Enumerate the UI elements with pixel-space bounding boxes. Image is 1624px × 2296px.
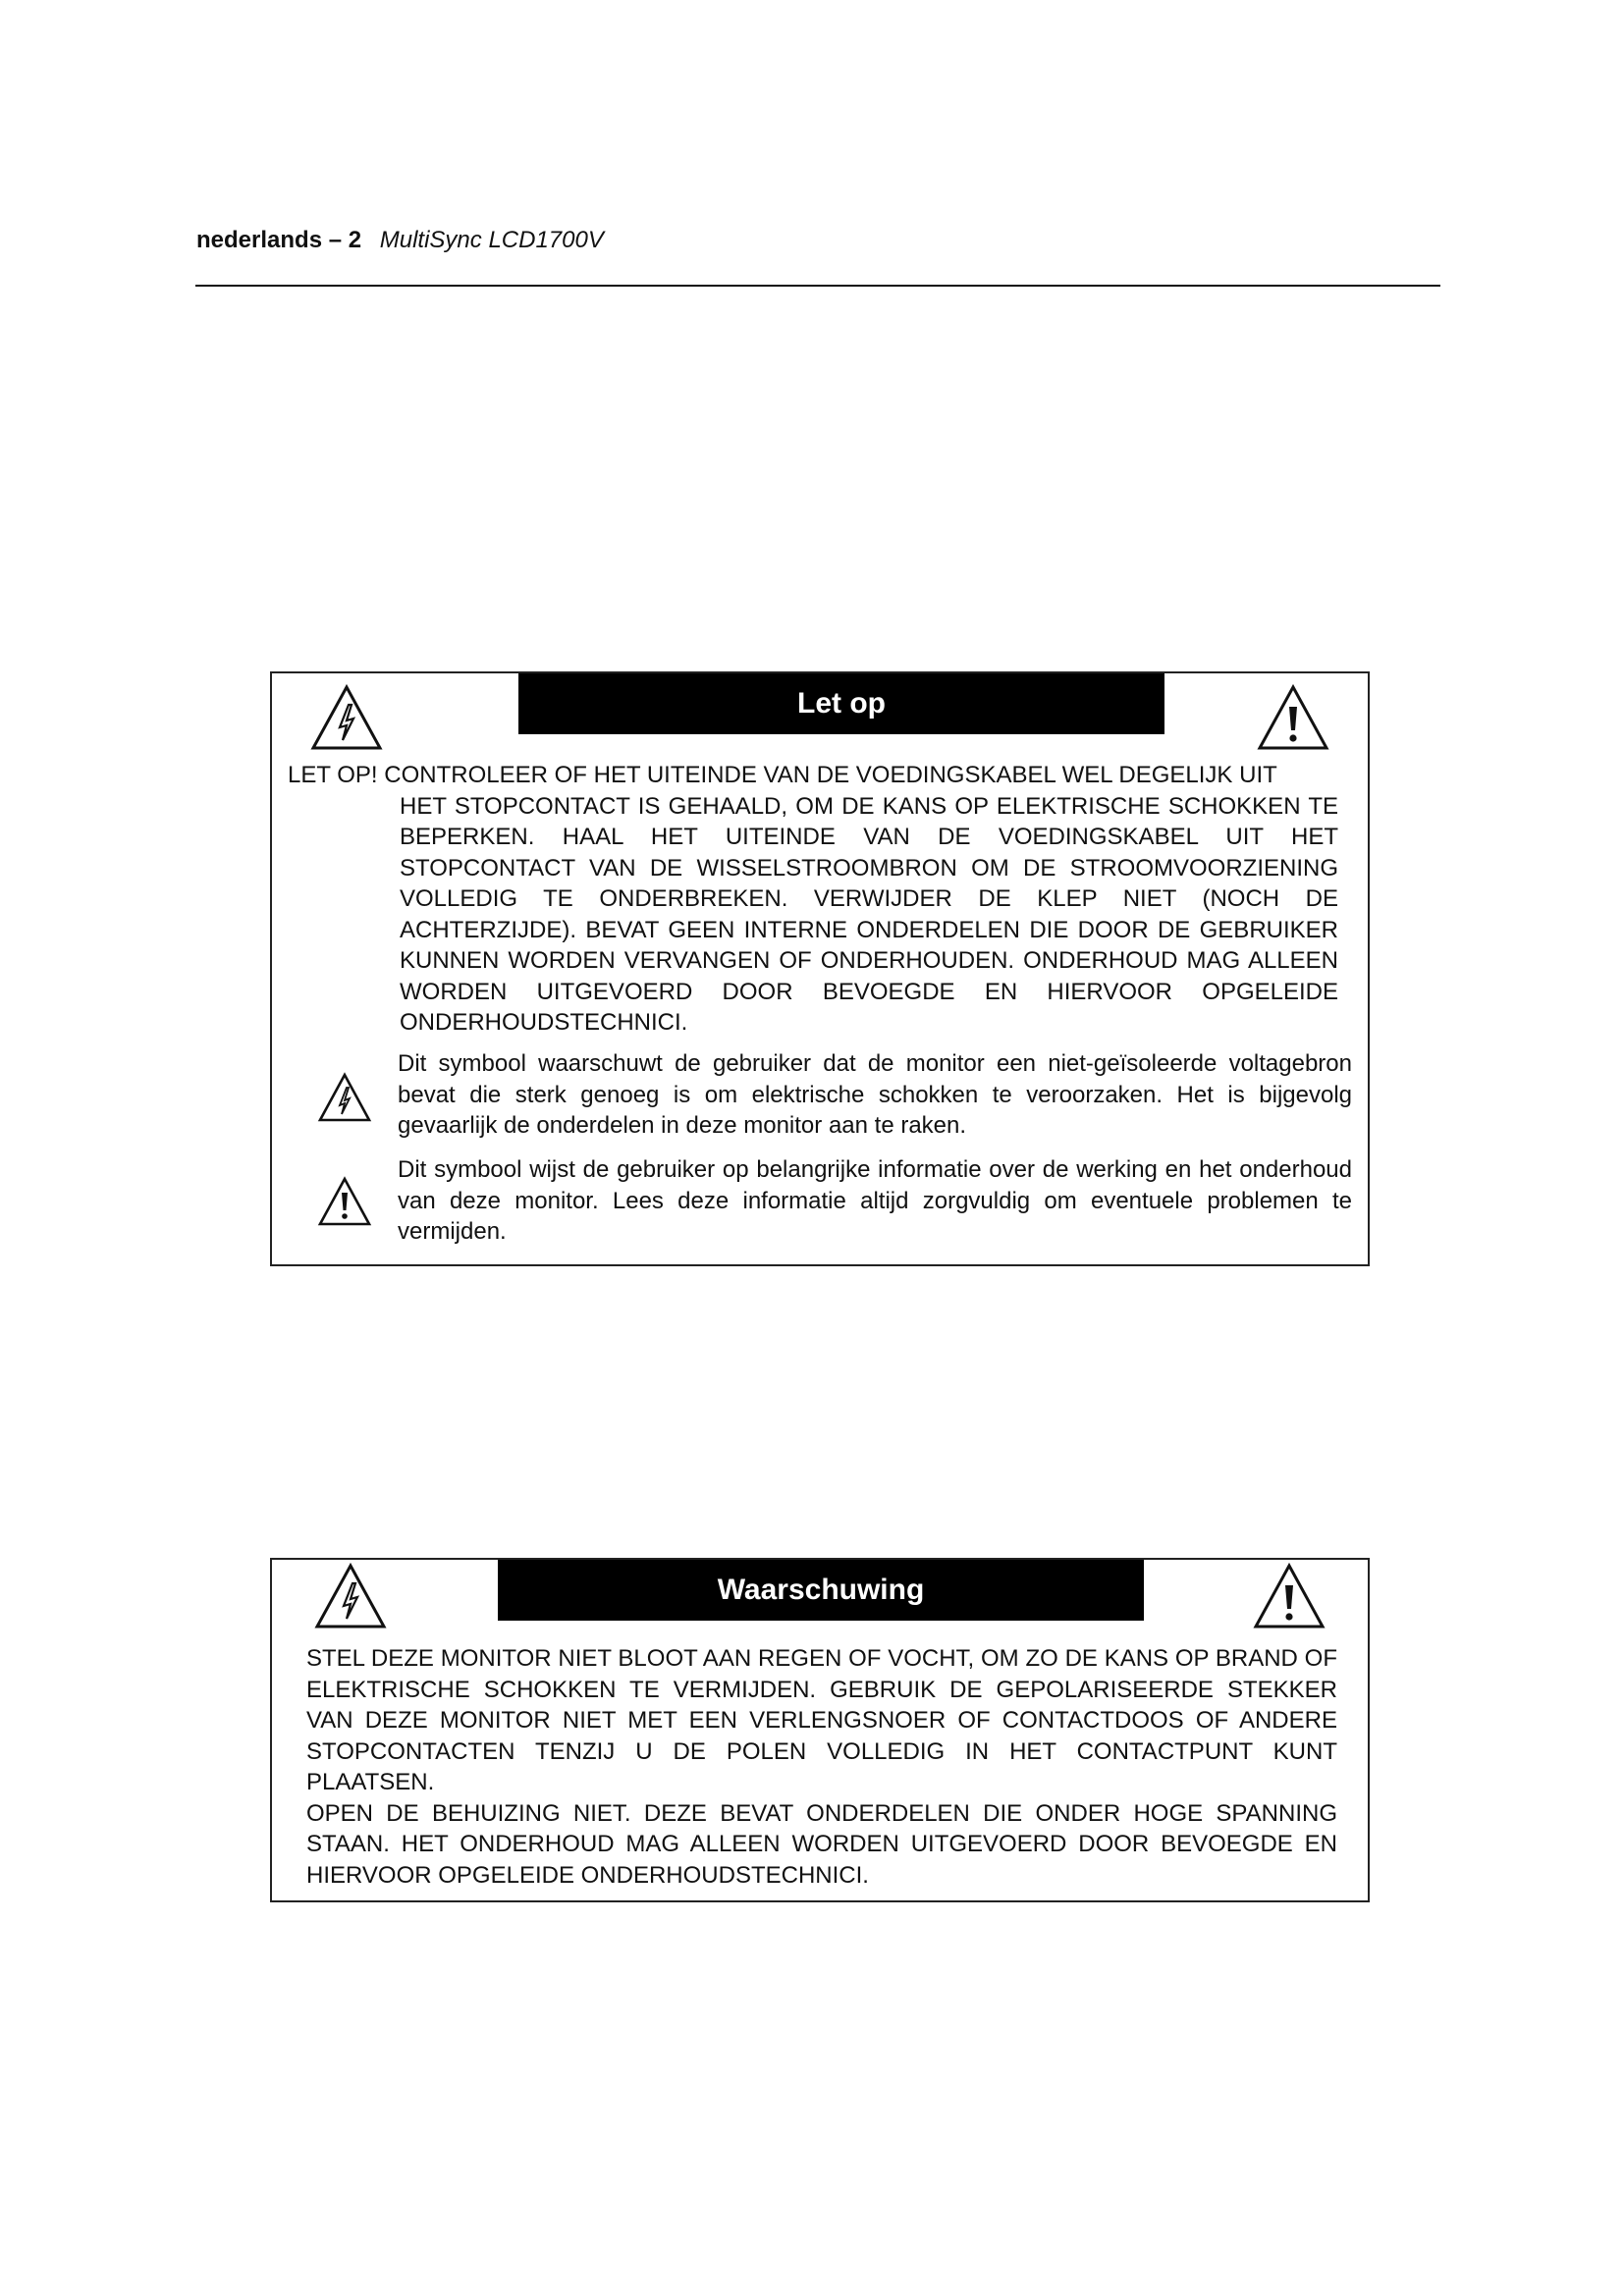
caution-title: Let op [518,673,1164,734]
warning-paragraph: OPEN DE BEHUIZING NIET. DEZE BEVAT ONDERDELEN DIE ONDER HOGE SPANNING STAAN. HET ONDERHOUD MAG ALLEEN WORDEN UITGEVOERD DOOR BEVOEGDE EN HIERVOOR OPGELEIDE ONDERHOUDSTECHNICI. [306,1799,1337,1889]
exclamation-warning-icon [317,1176,372,1227]
warning-box [270,1558,1370,1902]
caution-indented-text: HET STOPCONTACT IS GEHAALD, OM DE KANS OP ELEKTRISCHE SCHOKKEN TE BEPERKEN. HAAL HET UITEINDE VAN DE VOEDINGSKABEL UIT HET STOPCONTACT VAN DE WISSELSTROOMBRON OM DE STROOMVOORZIENING VOLLEDIG TE ONDERBREKEN. VERWIJDER DE KLEP NIET (NOCH DE ACHTERZIJDE). BEVAT GEEN INTERNE ONDERDELEN DIE DOOR DE GEBRUIKER KUNNEN WORDEN VERVANGEN OF ONDERHOUDEN. ONDERHOUD MAG ALLEEN WORDEN UITGEVOERD DOOR BEVOEGDE EN HIERVOOR OPGELEIDE ONDERHOUDSTECHNICI. [400,792,1338,1036]
warning-paragraph: STEL DEZE MONITOR NIET BLOOT AAN REGEN OF VOCHT, OM ZO DE KANS OP BRAND OF ELEKTRISCHE SCHOKKEN TE VERMIJDEN. GEBRUIK DE GEPOLARISEERDE STEKKER VAN DEZE MONITOR NIET MET EEN VERLENGSNOER OF CONTACTDOOS OF ANDERE STOPCONTACTEN TENZIJ U DE POLEN VOLLEDIG IN HET CONTACTPUNT KUNT PLAATSEN. [306,1645,1337,1795]
caution-main-text [288,760,1338,1039]
header-divider [195,285,1440,287]
high-voltage-warning-icon [317,1072,372,1123]
exclamation-warning-icon [1252,1562,1326,1630]
high-voltage-warning-icon [313,1562,388,1630]
warning-title: Waarschuwing [498,1560,1144,1621]
warning-text [306,1643,1337,1891]
language-page-label: nederlands – 2 [196,227,362,253]
caution-box [270,671,1370,1266]
symbol-exclamation-text: Dit symbool wijst de gebruiker op belangrijke informatie over de werking en het onderhoud van deze monitor. Lees deze informatie altijd zorgvuldig om eventuele problemen te vermijden. [398,1156,1352,1245]
symbol-voltage-text: Dit symbool waarschuwt de gebruiker dat de monitor een niet-geïsoleerde voltagebron bevat die sterk genoeg is om elektrische schokken te veroorzaken. Het is bijgevolg gevaarlijk de onderdelen in deze monitor aan te raken. [398,1050,1352,1139]
model-name: MultiSync LCD1700V [379,227,604,253]
symbol-explanation-voltage [272,1048,1368,1147]
high-voltage-warning-icon [309,683,384,752]
caution-lead-text: LET OP! CONTROLEER OF HET UITEINDE VAN DE VOEDINGSKABEL WEL DEGELIJK UIT [288,762,1277,788]
page-header [196,226,604,255]
symbol-explanation-exclamation [272,1154,1368,1253]
exclamation-warning-icon [1256,683,1330,752]
